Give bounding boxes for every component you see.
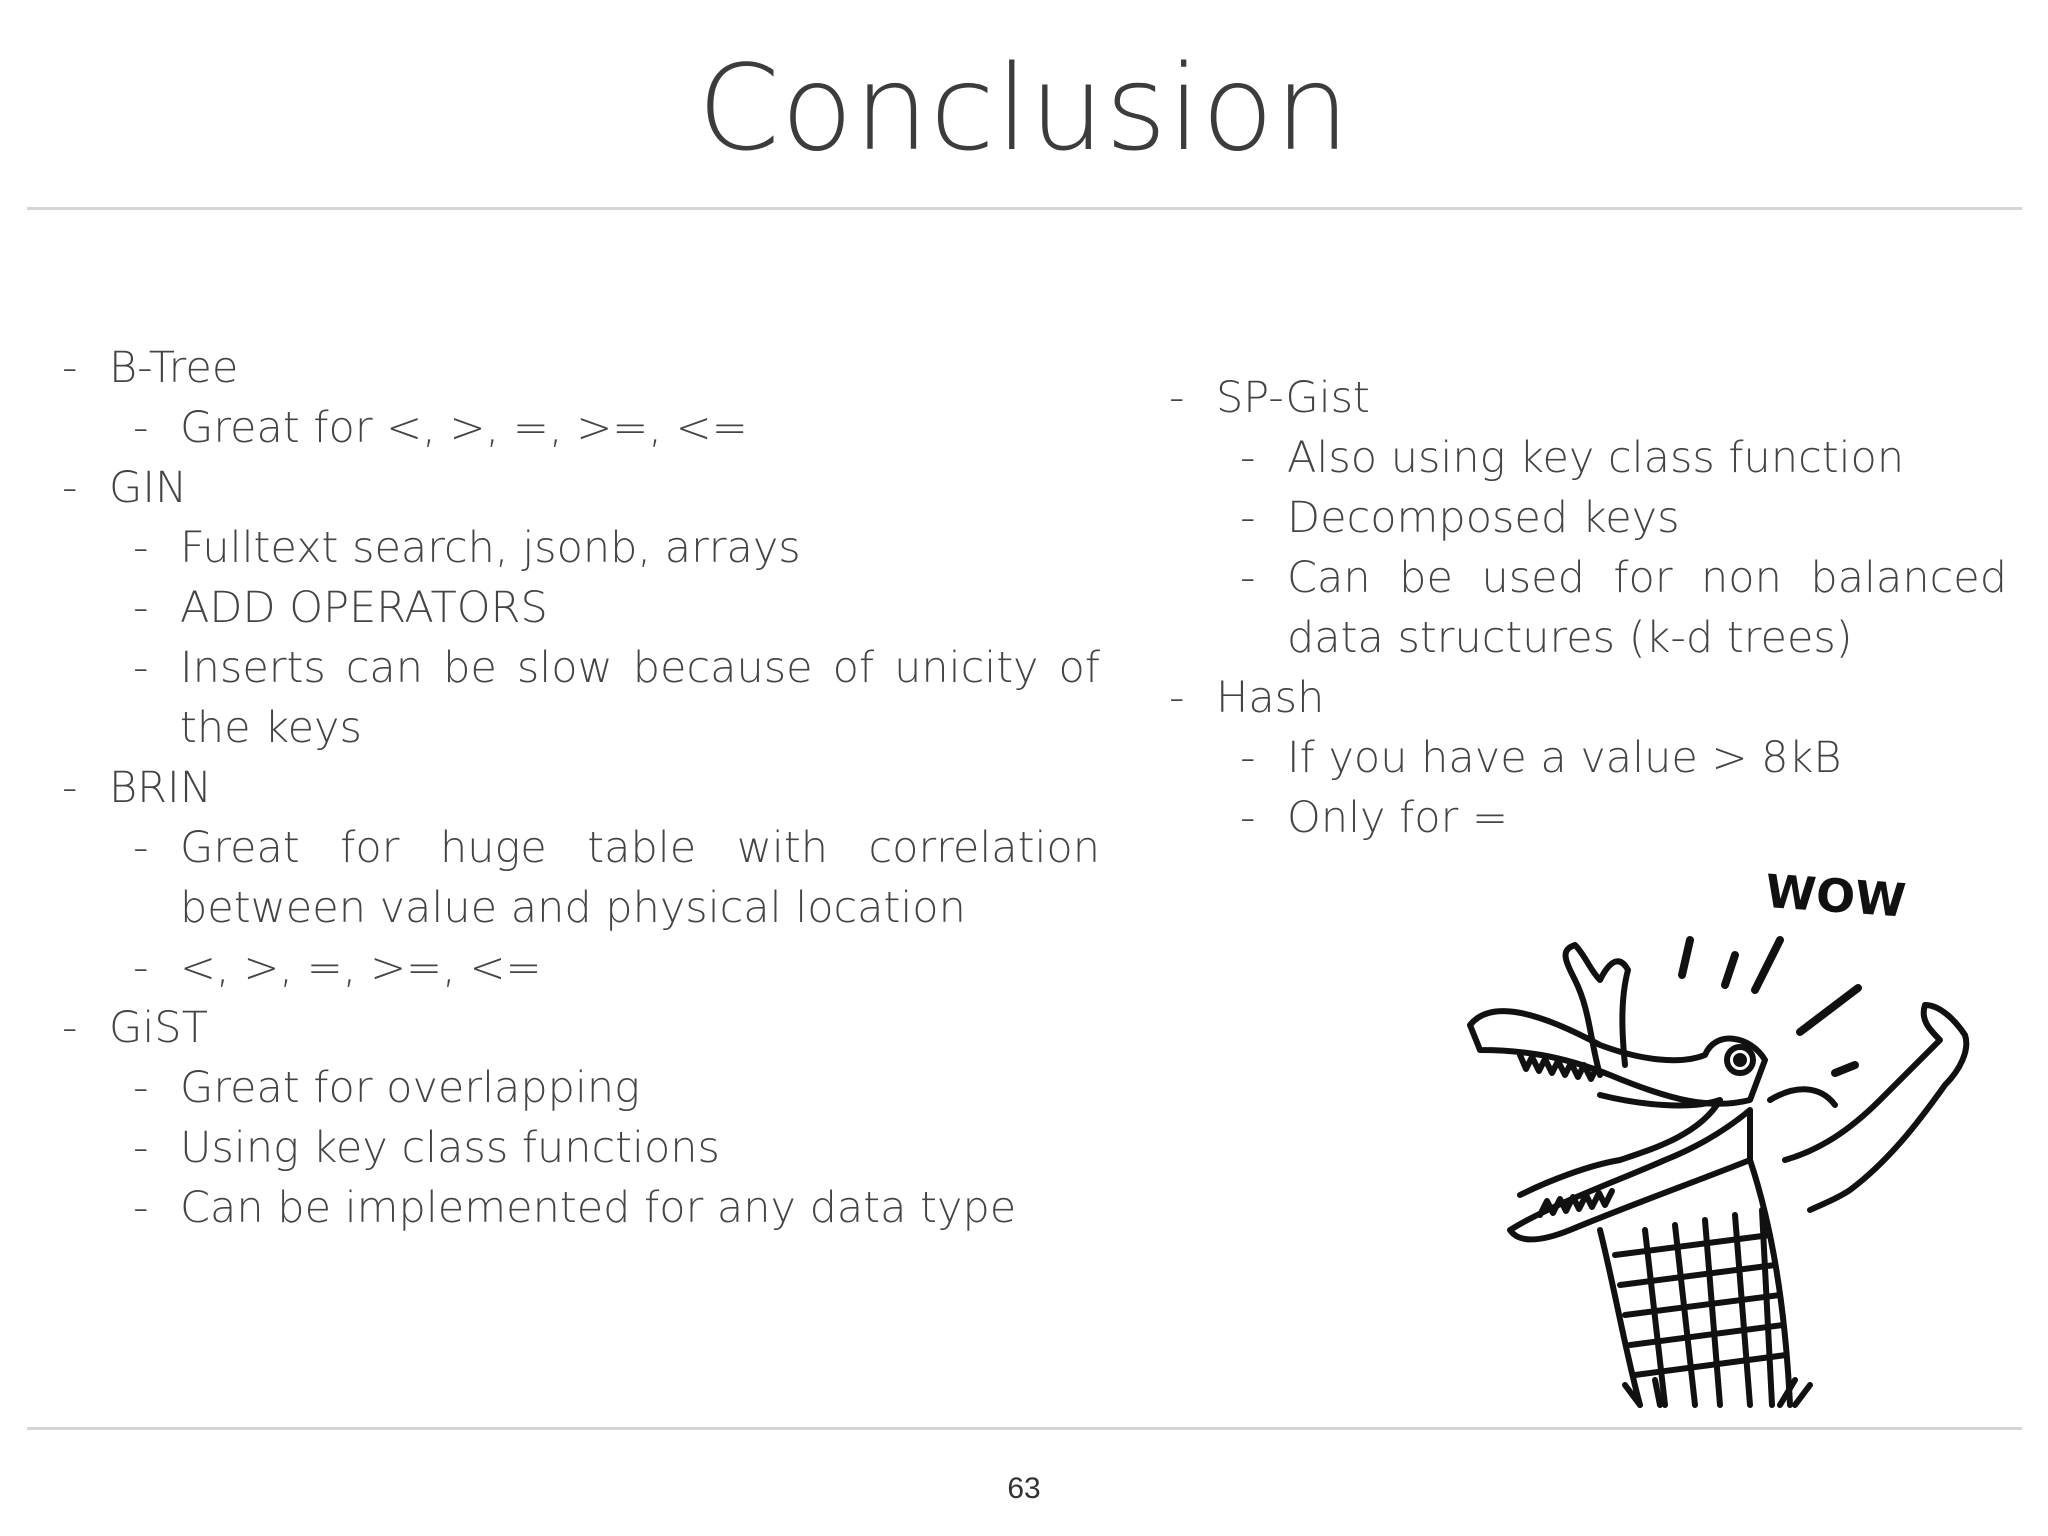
page-number: 63 — [1007, 1472, 1041, 1505]
sub-list-item: - <, >, =, >=, <= — [131, 938, 1100, 998]
sub-list-item: - Inserts can be slow because of unicity of the keys — [131, 638, 1100, 758]
crocodile-body — [1470, 945, 1966, 1405]
sub-list-item: - Great for huge table with correlation between value and physical location — [131, 818, 1100, 938]
cheering-crocodile-illustration — [1450, 860, 2010, 1420]
list-item — [60, 758, 1100, 998]
left-column — [60, 338, 1100, 1238]
sub-list-item: - Can be used for non balanced data structures (k-d trees) — [1238, 548, 2007, 668]
list-item-label: GiST — [109, 1003, 208, 1053]
sub-list-item: - If you have a value > 8kB — [1238, 728, 2007, 788]
sub-list-item: - ADD OPERATORS — [131, 578, 1100, 638]
sub-list-item: - Great for overlapping — [131, 1058, 1100, 1118]
sub-list-item: - Decomposed keys — [1238, 488, 2007, 548]
list-item — [1167, 368, 2007, 668]
sub-list-item: - Using key class functions — [131, 1118, 1100, 1178]
list-item-label: B-Tree — [109, 343, 239, 393]
sub-list-item: - Fulltext search, jsonb, arrays — [131, 518, 1100, 578]
sub-list-item: - Can be implemented for any data type — [131, 1178, 1100, 1238]
right-column — [1167, 368, 2007, 848]
title-divider — [27, 207, 2022, 210]
list-item-label: SP-Gist — [1216, 373, 1370, 423]
slide-title: Conclusion — [697, 39, 1351, 177]
list-item — [1167, 668, 2007, 848]
footer-divider — [27, 1427, 2022, 1430]
sub-list-item: - Only for = — [1238, 788, 2007, 848]
sub-list-item: - Also using key class function — [1238, 428, 2007, 488]
list-item-label: Hash — [1216, 673, 1325, 723]
sub-list-item: - Great for <, >, =, >=, <= — [131, 398, 1100, 458]
list-item — [60, 458, 1100, 758]
list-item — [60, 998, 1100, 1238]
list-item — [60, 338, 1100, 458]
list-item-label: BRIN — [109, 763, 212, 813]
list-item-label: GIN — [109, 463, 188, 513]
wow-text: WOW — [1763, 863, 1908, 928]
